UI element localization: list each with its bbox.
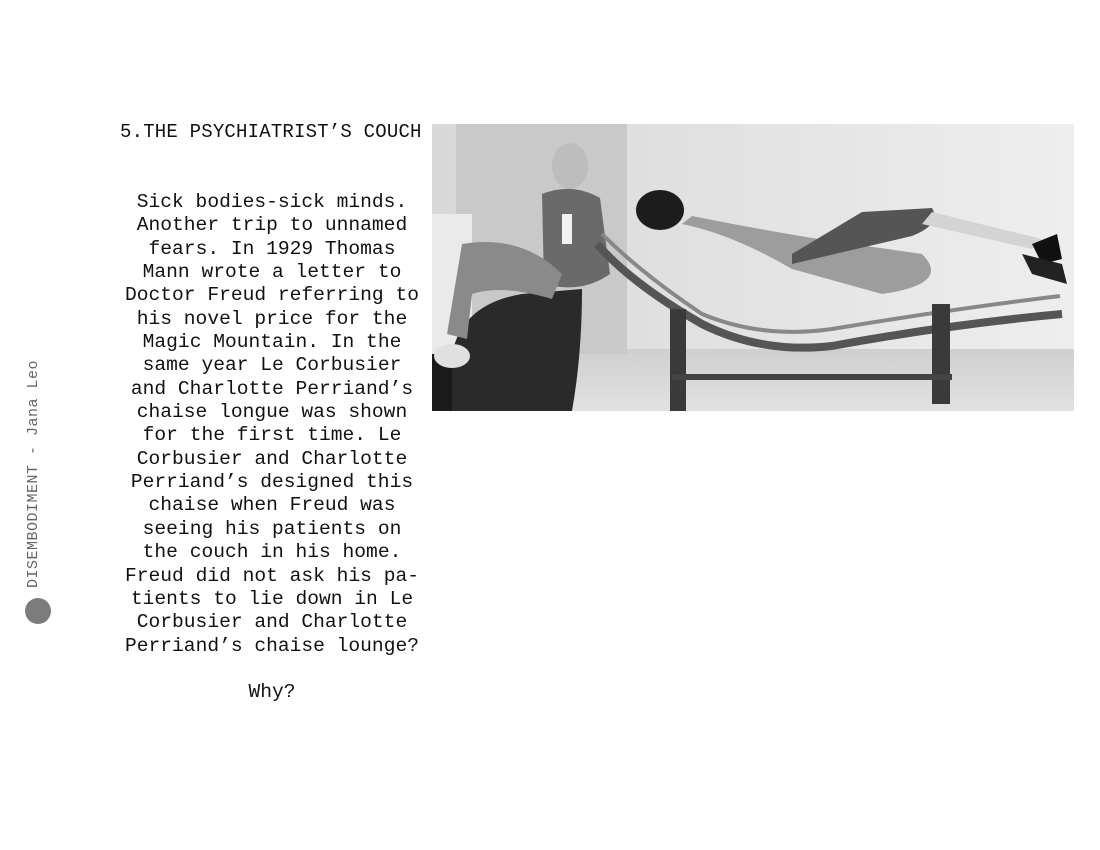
body-line: Freud did not ask his pa- bbox=[125, 564, 419, 587]
body-line: Mann wrote a letter to bbox=[142, 261, 402, 284]
body-line: Sick bodies-sick minds. bbox=[136, 191, 408, 213]
body-line: tients to lie down in Le bbox=[130, 587, 414, 610]
body-line: Perriand’s designed this bbox=[130, 471, 414, 494]
gray-dot-marker bbox=[25, 598, 51, 624]
closing-question: Why? bbox=[248, 681, 296, 703]
body-line: same year Le Corbusier bbox=[142, 354, 402, 377]
freud-and-chaise-longue-photo bbox=[432, 124, 1074, 411]
body-line: seeing his patients on bbox=[142, 517, 402, 540]
body-line: fears. In 1929 Thomas bbox=[148, 237, 396, 260]
body-line: chaise when Freud was bbox=[148, 494, 396, 517]
body-line: Doctor Freud referring to bbox=[125, 284, 419, 307]
body-text bbox=[116, 191, 428, 658]
body-line: for the first time. Le bbox=[142, 424, 402, 447]
section-title: 5.THE PSYCHIATRIST’S COUCH bbox=[120, 121, 422, 143]
body-line: Corbusier and Charlotte bbox=[136, 611, 408, 634]
body-line: his novel price for the bbox=[136, 307, 408, 330]
body-line: Another trip to unnamed bbox=[136, 214, 408, 237]
body-line: Perriand’s chaise lounge? bbox=[125, 634, 419, 657]
body-line: Magic Mountain. In the bbox=[142, 331, 402, 354]
body-line: and Charlotte Perriand’s bbox=[130, 377, 414, 400]
body-line: Corbusier and Charlotte bbox=[136, 447, 408, 470]
body-line: chaise longue was shown bbox=[136, 401, 408, 424]
body-line: the couch in his home. bbox=[142, 541, 402, 564]
sidebar-running-title: DISEMBODIMENT - Jana Leo bbox=[25, 359, 42, 588]
